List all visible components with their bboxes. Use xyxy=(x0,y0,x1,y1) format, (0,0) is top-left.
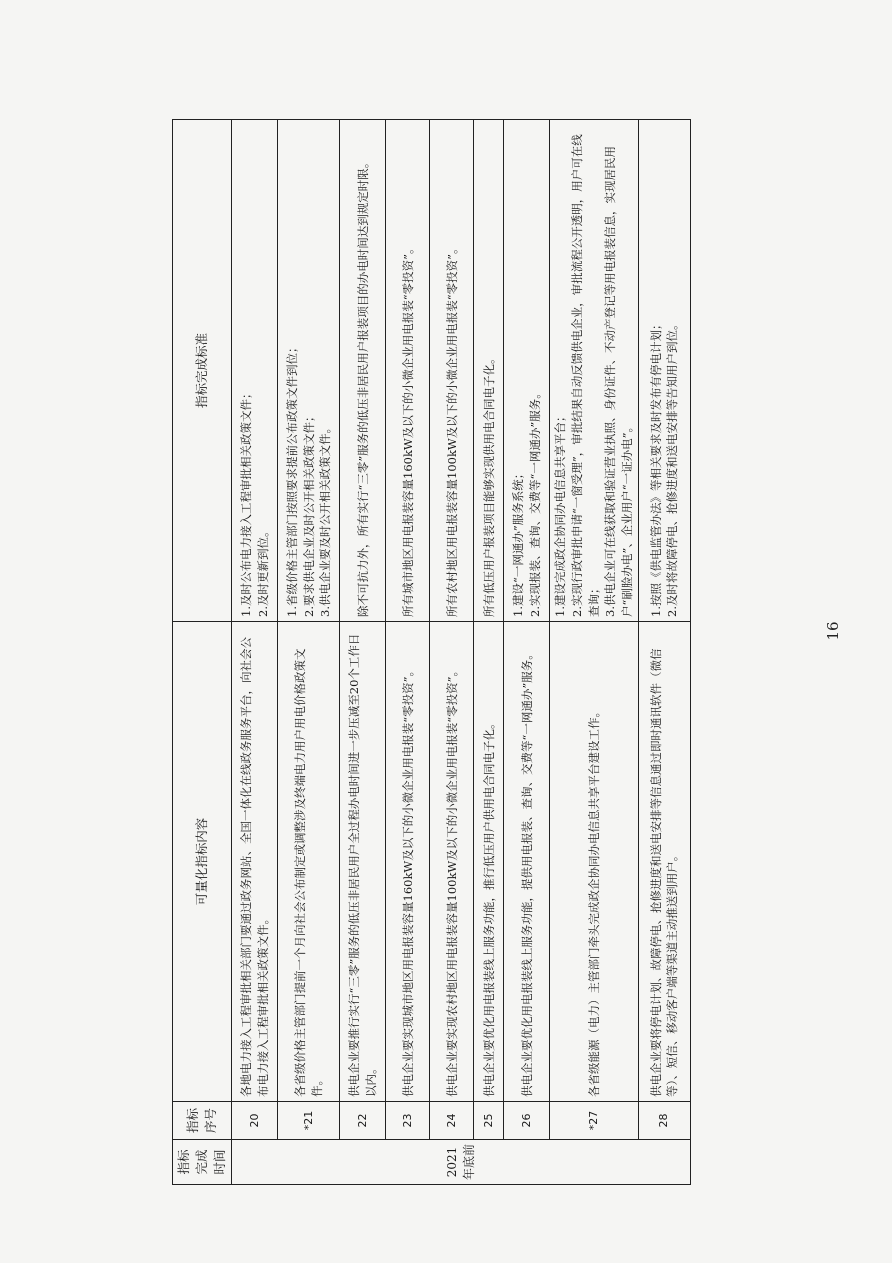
row-standard: 所有农村地区用电报装容量100kW及以下的小微企业用电报装“零投资”。 xyxy=(430,120,474,622)
row-standard: 所有低压用户报装项目能够实现供用电合同电子化。 xyxy=(474,120,504,622)
row-standard: 1.建设“一网通办”服务系统； 2.实现报装、查询、交费等“一网通办”服务。 xyxy=(504,120,550,622)
row-content: 供电企业要实现农村地区用电报装容量100kW及以下的小微企业用电报装“零投资”。 xyxy=(430,622,474,1102)
header-time: 指标完成时间 xyxy=(173,1140,232,1185)
table-row xyxy=(638,120,690,1185)
row-no: 28 xyxy=(638,1102,690,1140)
row-content: 供电企业要将停电计划、故障停电、抢修进度和送电安排等信息通过即时通讯软件（微信等）、短信、移动客户端等渠道主动推送到用户。 xyxy=(638,622,690,1102)
row-content: 各省级价格主管部门提前一个月向社会公布制定或调整涉及终端电力用户用电价格政策文件。 xyxy=(278,622,340,1102)
row-content: 供电企业要实现城市地区用电报装容量160kW及以下的小微企业用电报装“零投资”。 xyxy=(386,622,430,1102)
row-standard: 所有城市地区用电报装容量160kW及以下的小微企业用电报装“零投资”。 xyxy=(386,120,430,622)
row-no: 24 xyxy=(430,1102,474,1140)
table-row xyxy=(386,120,430,1185)
row-content: 各省级能源（电力）主管部门牵头完成政企协同办电信息共享平台建设工作。 xyxy=(550,622,638,1102)
row-standard: 1.建设完成政企协同办电信息共享平台； 2.实现行政审批申请“一窗受理”，审批结果自动反馈供电企业，审批流程公开透明，用户可在线查询； 3.供电企业可在线获取和验证营业执照、身份证件、不动产登记等用电报装信息，实现居民用户“刷脸办电”、企业用户“一证办电”。 xyxy=(550,120,638,622)
header-no: 指标序号 xyxy=(173,1102,232,1140)
row-no: 23 xyxy=(386,1102,430,1140)
header-standard: 指标完成标准 xyxy=(173,120,232,622)
rotated-document-page xyxy=(172,120,680,1185)
row-no: 22 xyxy=(340,1102,386,1140)
table-body xyxy=(232,120,690,1185)
table-row xyxy=(550,120,638,1185)
row-no: 26 xyxy=(504,1102,550,1140)
header-content: 可量化指标内容 xyxy=(173,622,232,1102)
row-standard: 1.按照《供电监管办法》等相关要求及时发布有停电计划； 2.及时将故障停电、抢修进度和送电安排等告知用户到位。 xyxy=(638,120,690,622)
row-standard: 除不可抗力外，所有实行“三零”服务的低压非居民用户报装项目的办电时间达到规定时限。 xyxy=(340,120,386,622)
row-content: 供电企业要推行实行“三零”服务的低压非居民用户全过程办电时间进一步压减至20个工作日以内。 xyxy=(340,622,386,1102)
row-content: 供电企业要优化用电报装线上服务功能，提供用电报装、查询、交费等“一网通办”服务。 xyxy=(504,622,550,1102)
table-row xyxy=(340,120,386,1185)
row-standard: 1.省级价格主管部门按照要求提前公布政策文件到位； 2.要求供电企业及时公开相关政策文件； 3.供电企业要及时公开相关政策文件。 xyxy=(278,120,340,622)
table-row xyxy=(278,120,340,1185)
indicator-standards-table xyxy=(172,119,691,1185)
completion-time-cell: 2021年底前 xyxy=(232,1140,690,1185)
table-header-row xyxy=(173,120,232,1185)
table-row xyxy=(430,120,474,1185)
table-row xyxy=(474,120,504,1185)
row-content: 供电企业要优化用电报装线上服务功能，推行低压用户供用电合同电子化。 xyxy=(474,622,504,1102)
row-no: 25 xyxy=(474,1102,504,1140)
page-number: 16 xyxy=(824,621,842,641)
table-row xyxy=(232,120,278,1185)
row-standard: 1.及时公布电力接入工程审批相关政策文件； 2.及时更新到位。 xyxy=(232,120,278,622)
row-content: 各地电力接入工程审批相关部门要通过政务网站、全国一体化在线政务服务平台，向社会公布电力接入工程审批相关政策文件。 xyxy=(232,622,278,1102)
row-no: 20 xyxy=(232,1102,278,1140)
row-no: *21 xyxy=(278,1102,340,1140)
table-row xyxy=(504,120,550,1185)
row-no: *27 xyxy=(550,1102,638,1140)
